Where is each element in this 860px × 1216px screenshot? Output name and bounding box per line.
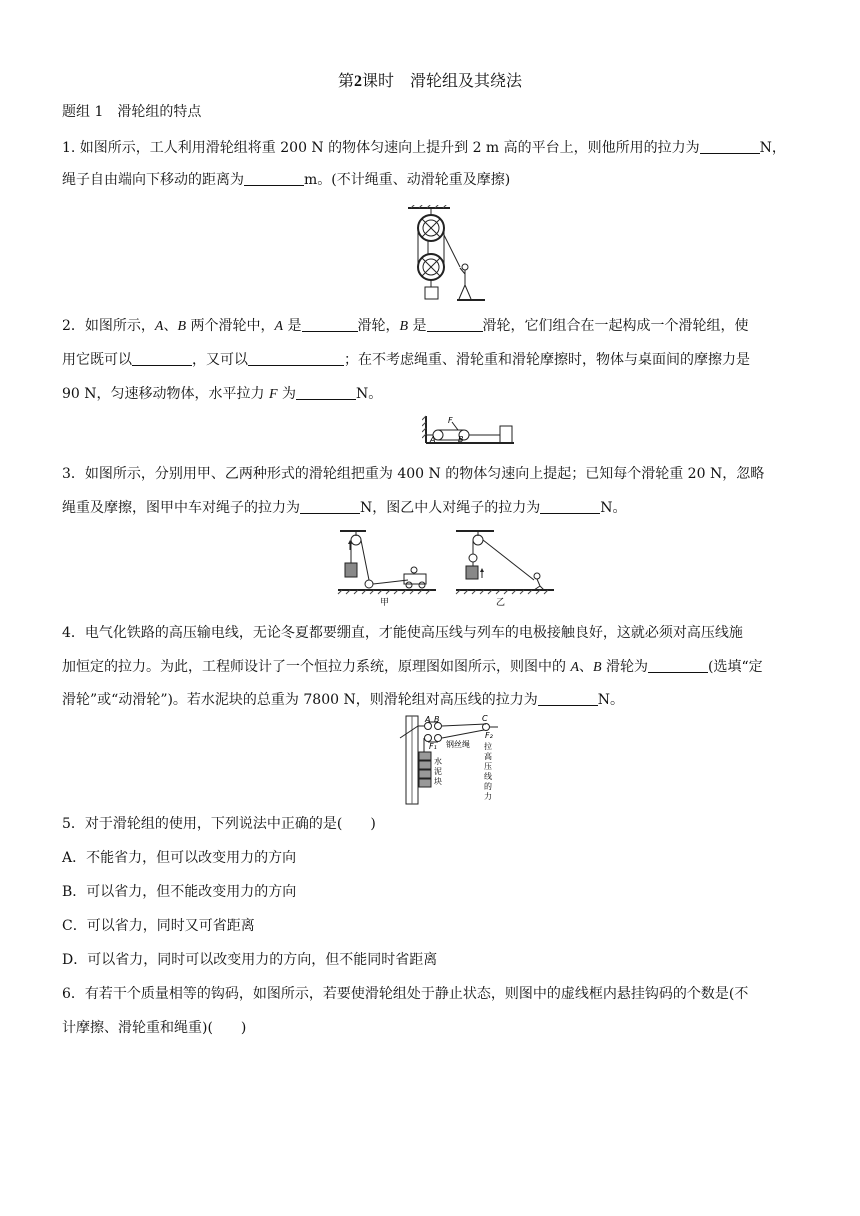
q4-text-c: (选填“定 bbox=[708, 659, 763, 675]
q3-line2 bbox=[62, 498, 802, 518]
q4-fig-pull-6: 力 bbox=[484, 792, 492, 801]
q2-text-i: ；在不考虑绳重、滑轮重和滑轮摩擦时，物体与桌面间的摩擦力是 bbox=[344, 352, 750, 368]
q4-fig-pull-1: 拉 bbox=[484, 742, 492, 751]
q4-text-a: 加恒定的拉力。为此，工程师设计了一个恒拉力系统，原理图如图所示，则图中的 bbox=[62, 659, 571, 675]
q3-text-a: 绳重及摩擦，图甲中车对绳子的拉力为 bbox=[62, 500, 300, 516]
q2-line2 bbox=[62, 350, 802, 370]
q2-blank5[interactable] bbox=[296, 385, 356, 400]
q1-line2 bbox=[62, 170, 802, 190]
q1-text-c: 绳子自由端向下移动的距离为 bbox=[62, 172, 244, 188]
q2-var-b: B bbox=[177, 319, 187, 334]
q3-text-b: N，图乙中人对绳子的拉力为 bbox=[360, 500, 541, 516]
q4-text-d: 滑轮”或“动滑轮”)。若水泥块的总重为 7800 N，则滑轮组对高压线的拉力为 bbox=[62, 692, 538, 708]
q1-blank1[interactable] bbox=[700, 139, 760, 154]
q2-blank1[interactable] bbox=[302, 317, 358, 332]
q4-var-a: A bbox=[570, 660, 580, 675]
q4-line1: 4．电气化铁路的高压输电线，无论冬夏都要绷直，才能使高压线与列车的电极接触良好，这就必须对高压线施 bbox=[62, 625, 743, 641]
q2-text-l: N。 bbox=[355, 386, 383, 402]
q6-line2: 计摩擦、滑轮重和绳重)( ) bbox=[62, 1020, 247, 1036]
q3-figure-yi bbox=[454, 528, 558, 608]
q2-sep: 、 bbox=[163, 318, 178, 334]
q4-fig-label-a: A bbox=[425, 715, 431, 724]
q4-fig-pull-3: 压 bbox=[484, 762, 492, 771]
q2-fig-label-f: F bbox=[448, 416, 453, 425]
q2-fig-label-a: A bbox=[430, 435, 436, 444]
q5-stem: 5．对于滑轮组的使用，下列说法中正确的是( ) bbox=[62, 816, 376, 832]
q5-option-b[interactable]: B．可以省力，但不能改变用力的方向 bbox=[62, 884, 297, 900]
q5-option-a[interactable]: A．不能省力，但可以改变用力的方向 bbox=[62, 850, 297, 866]
q4-line3 bbox=[62, 690, 802, 710]
q2-text-g: 用它既可以 bbox=[62, 352, 132, 368]
q4-fig-label-b: B bbox=[434, 715, 440, 724]
q2-text-h: ，又可以 bbox=[192, 352, 248, 368]
q4-constant-tension-figure bbox=[398, 712, 502, 806]
q2-text-k: 为 bbox=[277, 386, 296, 402]
q4-fig-pull-4: 线 bbox=[484, 772, 492, 781]
q2-blank4[interactable] bbox=[248, 351, 344, 366]
q2-blank2[interactable] bbox=[427, 317, 483, 332]
q4-fig-pull-5: 的 bbox=[484, 782, 492, 791]
q1-blank2[interactable] bbox=[244, 171, 304, 186]
q2-pulley-figure bbox=[422, 414, 516, 446]
q4-fig-block-1: 水 bbox=[434, 757, 442, 766]
q2-var-a2: A bbox=[274, 319, 284, 334]
q3-figure-jia bbox=[336, 528, 440, 608]
q5-option-c[interactable]: C．可以省力，同时又可省距离 bbox=[62, 918, 255, 934]
q2-line3 bbox=[62, 384, 802, 405]
q4-line2 bbox=[62, 657, 802, 678]
q3-text-c: N。 bbox=[600, 500, 627, 516]
page-title bbox=[0, 68, 860, 91]
q4-fig-label-rope: 钢丝绳 bbox=[446, 740, 470, 749]
q2-var-a: A bbox=[154, 319, 164, 334]
q6-line1: 6．有若干个质量相等的钩码，如图所示，若要使滑轮组处于静止状态，则图中的虚线框内悬挂钩码的个数是(不 bbox=[62, 986, 749, 1002]
q2-line1 bbox=[62, 316, 802, 337]
q4-fig-label-f2: F₂ bbox=[485, 731, 493, 740]
q1-text-b: N， bbox=[759, 140, 786, 156]
q1-pulley-figure bbox=[405, 205, 487, 305]
q2-text-d: 滑轮， bbox=[357, 318, 400, 334]
q4-fig-label-c: C bbox=[482, 714, 488, 723]
q2-text-e: 是 bbox=[408, 318, 427, 334]
q2-text-j: 90 N，匀速移动物体，水平拉力 bbox=[62, 386, 269, 402]
q3-fig-yi-label: 乙 bbox=[496, 598, 506, 608]
q4-text-e: N。 bbox=[597, 692, 624, 708]
q3-fig-jia-label: 甲 bbox=[380, 598, 390, 608]
q4-text-b: 滑轮为 bbox=[601, 659, 649, 675]
q4-fig-pull-2: 高 bbox=[484, 752, 492, 761]
q4-fig-block-3: 块 bbox=[434, 777, 442, 786]
q1-line1 bbox=[62, 138, 802, 158]
q2-text-f: 滑轮，它们组合在一起构成一个滑轮组，使 bbox=[482, 318, 749, 334]
q4-blank2[interactable] bbox=[538, 691, 598, 706]
q2-var-b2: B bbox=[399, 319, 409, 334]
q2-text-c: 是 bbox=[283, 318, 302, 334]
q1-text-d: m。(不计绳重、动滑轮重及摩擦) bbox=[304, 172, 511, 188]
q2-text-a: 2．如图所示， bbox=[62, 318, 155, 334]
q2-fig-label-b: B bbox=[458, 435, 464, 444]
q2-blank3[interactable] bbox=[132, 351, 192, 366]
q1-text-a: 1. 如图所示，工人利用滑轮组将重 200 N 的物体匀速向上提升到 2 m 高的平台上，则他所用的拉力为 bbox=[62, 140, 700, 156]
title-part1: 第 bbox=[337, 71, 354, 90]
group-heading: 题组 1 滑轮组的特点 bbox=[62, 104, 202, 120]
q3-blank2[interactable] bbox=[540, 499, 600, 514]
q4-var-b: B bbox=[593, 660, 602, 675]
q4-blank1[interactable] bbox=[648, 658, 708, 673]
q2-var-f: F bbox=[268, 387, 278, 402]
q4-fig-block-2: 泥 bbox=[434, 767, 442, 776]
q4-fig-label-f1: F₁ bbox=[429, 742, 437, 751]
q2-text-b: 两个滑轮中， bbox=[186, 318, 275, 334]
title-part2: 课时 滑轮组及其绕法 bbox=[362, 71, 523, 90]
title-number: 2 bbox=[354, 73, 362, 90]
q4-sep: 、 bbox=[579, 659, 594, 675]
q3-line1: 3．如图所示，分别用甲、乙两种形式的滑轮组把重为 400 N 的物体匀速向上提起；已知每个滑轮重 20 N，忽略 bbox=[62, 466, 765, 482]
q5-option-d[interactable]: D．可以省力，同时可以改变用力的方向，但不能同时省距离 bbox=[62, 952, 438, 968]
q3-blank1[interactable] bbox=[300, 499, 360, 514]
